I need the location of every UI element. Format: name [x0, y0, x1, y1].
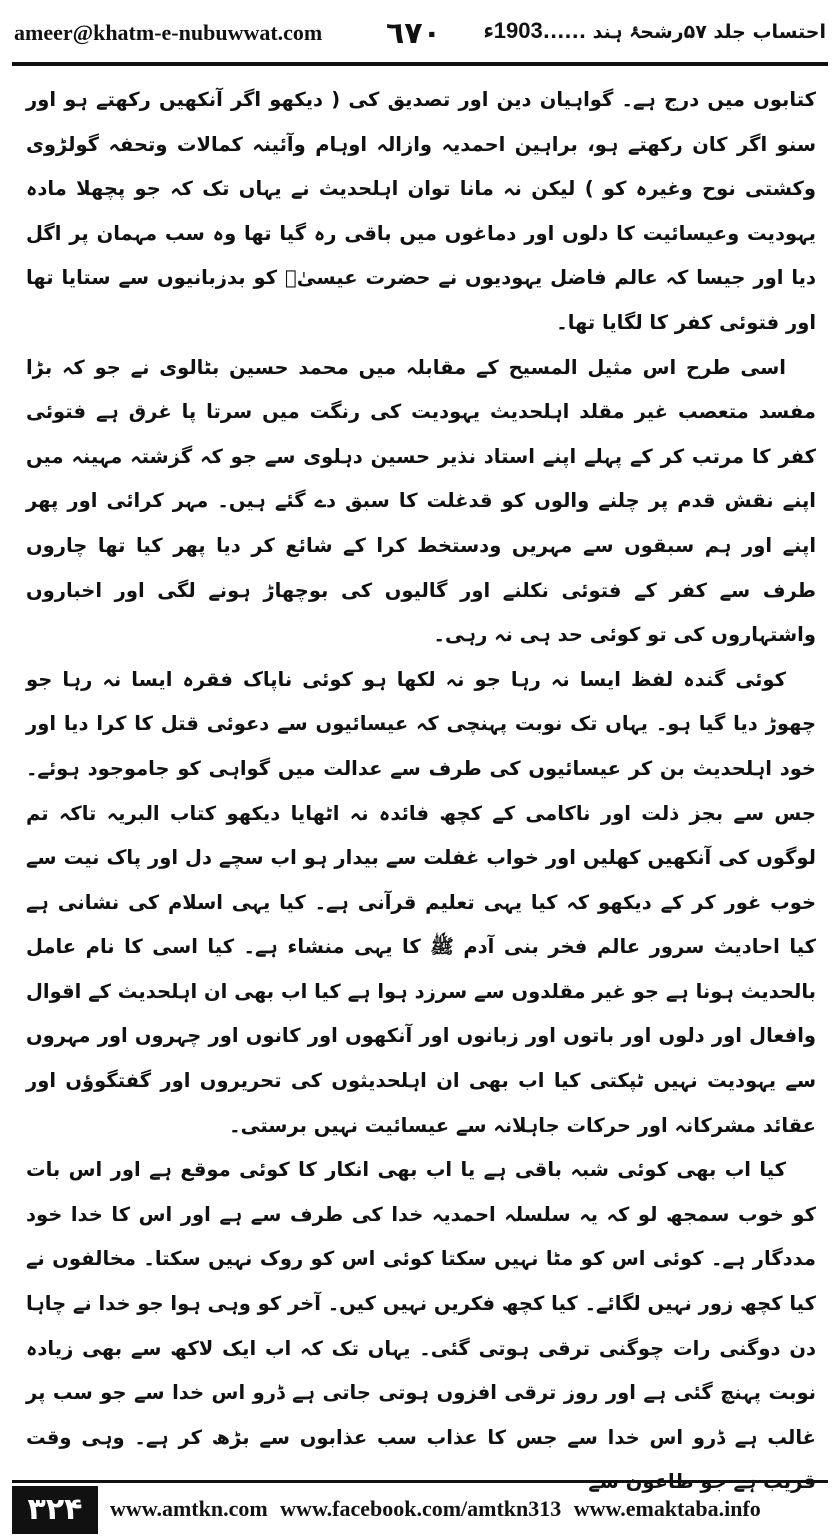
header-title-text: احتساب جلد ۵۷رشحۂ ہند ......	[542, 21, 826, 43]
footer-rule	[12, 1480, 828, 1483]
paragraph-1: کتابوں میں درج ہے۔ گواہیان دین اور تصدیق کی ( دیکھو اگر آنکھیں رکھتے ہو اور سنو اگر کان رکھتے ہو، براہین احمدیہ وازالہ اوہام وآئینہ کمالات وتحفہ گولڑوی وکشتی نوح وغیرہ کو ) لیکن نہ مانا توان اہلحدیث نے یہاں تک کہ جو پچھلا مادہ یہودیت وعیسائیت کا دلوں اور دماغوں میں باقی رہ گیا تھا وہ سب مہمان پر اگل دیا اور جیسا کہ عالم فاضل یہودیوں نے حضرت عیسیٰؑ کو بدزبانیوں سے ستایا تھا اور فتوئی کفر کا لگایا تھا۔	[26, 88, 816, 334]
article-body	[26, 78, 816, 1468]
footer-links	[110, 1496, 761, 1522]
header-title	[483, 18, 826, 44]
footer-link-emaktaba[interactable]: www.emaktaba.info	[573, 1496, 761, 1521]
paragraph-4: کیا اب بھی کوئی شبہ باقی ہے یا اب بھی انکار کا کوئی موقع ہے اور اس بات کو خوب سمجھ لو کہ یہ سلسلہ احمدیہ خدا کی طرف سے ہے اور اس کا خدا خود مددگار ہے۔ کوئی اس کو مٹا نہیں سکتا کوئی اس کو روک نہیں سکتا۔ مخالفوں نے کیا کچھ زور نہیں لگائے۔ کیا کچھ فکریں نہیں کیں۔ آخر کو وہی ہوا جو خدا نے چاہا دن دوگنی رات چوگنی ترقی ہوتی گئی۔ یہاں تک کہ اب ایک لاکھ سے بھی زیادہ نوبت پہنچ گئی ہے اور روز ترقی افزوں ہوتی جاتی ہے ڈرو اس خدا سے جو سب پر غالب ہے ڈرو اس خدا سے جس کا عذاب سب عذابوں سے بڑھ کر ہے۔ وہی وقت	[26, 1158, 816, 1449]
header-year: 1903ء	[483, 18, 543, 43]
paragraph-2: اسی طرح اس مثیل المسیح کے مقابلہ میں محمد حسین بٹالوی نے جو کہ بڑا مفسد متعصب غیر مقلد اہلحدیث یہودیت کی رنگت میں سرتا پا غرق ہے فتوئی کفر کا مرتب کر کے پہلے اپنے استاد نذیر حسین دہلوی سے جو کہ گزشتہ مہینہ میں اپنے نقش قدم پر چلنے والوں کو قدغلت کا سبق دے گئے ہیں۔ مہر کرائی اور پھر اپنے اور ہم سبقوں سے مہریں ودستخط کرا کے شائع کر دیا پھر کیا تھا چاروں طرف سے کفر کے فتوئی نکلنے اور گالیوں کی بوچھاڑ ہونے لگی اور اخباروں واشتہاروں کی تو کوئی حد ہی نہ رہی۔	[26, 355, 816, 647]
header-page-number: ٦٧٠	[386, 16, 441, 51]
header-email[interactable]: ameer@khatm-e-nubuwwat.com	[14, 20, 323, 45]
page-header	[14, 18, 826, 54]
footer-link-amtkn[interactable]: www.amtkn.com	[110, 1496, 268, 1521]
paragraph-3: کوئی گندہ لفظ ایسا نہ رہا جو نہ لکھا ہو کوئی ناپاک فقرہ ایسا نہ رہا جو چھوڑ دیا گیا ہو۔ یہاں تک نوبت پہنچی کہ عیسائیوں سے دعوئی قتل کا کرا دیا اور خود اہلحدیث بن کر عیسائیوں کی طرف سے عدالت میں گواہی کو جاموجود ہوئے۔ جس سے بجز ذلت اور ناکامی کے کچھ فائدہ نہ اٹھایا دیکھو کتاب البریہ تاکہ تم لوگوں کی آنکھیں کھلیں اور خواب غفلت سے بیدار ہو اب سچے دل اور پاک نیت سے خوب غور کر کے دیکھو کہ کیا یہی تعلیم قرآنی ہے۔ کیا یہی اسلام کی نشانی ہے کیا احادیث سرور عالم فخر بنی آدم ﷺ کا یہی منشاء ہے۔ کیا اسی کا نام عامل بالحدیث ہونا ہے جو غیر مقلدوں سے سرزد ہوا ہے کیا اب بھی ان اہلحدیث کے اقوال وافعال اور دلوں اور باتوں اور زبانوں اور آنکھوں اور کانوں اور چہروں اور مہروں سے یہودیت نہیں ٹپکتی کیا اب بھی ان اہلحدیثوں کی تحریروں اور گفتگوؤں اور عقائد مشرکانہ اور حرکات جاہلانہ سے عیسائیت نہیں برستی۔	[26, 667, 816, 1137]
footer-link-facebook[interactable]: www.facebook.com/amtkn313	[280, 1496, 562, 1521]
footer-page-number: ۳۲۴	[12, 1486, 98, 1534]
header-rule	[12, 62, 828, 66]
